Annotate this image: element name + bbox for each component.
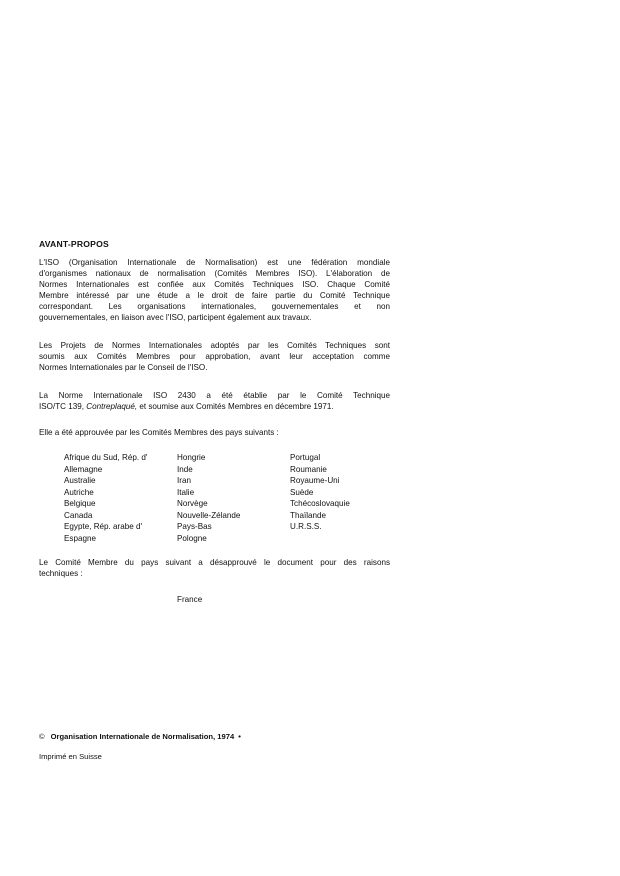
- country-item: Italie: [177, 487, 195, 497]
- paragraph-line: gouvernementales, en liaison avec l'ISO, participent également aux travaux.: [39, 312, 312, 322]
- foreword-paragraph-3: [39, 391, 390, 413]
- foreword-paragraph-2: [39, 341, 390, 374]
- country-item: Nouvelle-Zélande: [177, 510, 241, 520]
- approval-intro: Elle a été approuvée par les Comités Membres des pays suivants :: [39, 428, 279, 437]
- paragraph-line: Normes Internationales par le Conseil de l'ISO.: [39, 362, 208, 372]
- submission-text: et soumise aux Comités Membres en décembre 1971.: [137, 401, 334, 411]
- paragraph-line: L'ISO (Organisation Internationale de Normalisation) est une fédération mondiale: [39, 258, 390, 267]
- tc-title: Contreplaqué,: [86, 401, 138, 411]
- paragraph-line: correspondant. Les organisations internationales, gouvernementales et non: [39, 301, 390, 311]
- paragraph-line: [39, 402, 390, 413]
- copyright-text: Organisation Internationale de Normalisation, 1974: [50, 732, 235, 741]
- paragraph-line: soumis aux Comités Membres pour approbation, avant leur acceptation comme: [39, 351, 390, 361]
- paragraph-line: Membre intéressé par une étude a le droit de faire partie du Comité Technique: [39, 290, 390, 300]
- country-item: Norvège: [177, 499, 208, 508]
- country-item: U.R.S.S.: [290, 522, 322, 531]
- country-item: Pays-Bas: [177, 522, 212, 531]
- paragraph-line: Le Comité Membre du pays suivant a désapprouvé le document pour des raisons: [39, 558, 390, 567]
- country-item: Hongrie: [177, 453, 206, 462]
- disapproval-paragraph: [39, 558, 390, 580]
- country-item: Iran: [177, 476, 191, 485]
- disapproving-country: France: [177, 595, 203, 604]
- bullet-mark: •: [238, 732, 241, 741]
- country-item: Pologne: [177, 533, 207, 543]
- country-item: Thaïlande: [290, 510, 326, 520]
- country-item: Egypte, Rép. arabe d': [64, 522, 143, 531]
- country-item: Autriche: [64, 487, 94, 497]
- approving-countries-column-3: [290, 452, 350, 533]
- printed-in-note: Imprimé en Suisse: [39, 752, 102, 761]
- paragraph-line: Les Projets de Normes Internationales adoptés par les Comités Techniques sont: [39, 341, 390, 350]
- approving-countries-column-1: [64, 452, 147, 544]
- country-item: Afrique du Sud, Rép. d': [64, 453, 148, 462]
- paragraph-line: La Norme Internationale ISO 2430 a été établie par le Comité Technique: [39, 391, 390, 400]
- country-item: Royaume-Uni: [290, 476, 340, 485]
- country-item: Suède: [290, 487, 314, 497]
- approving-countries-column-2: [177, 452, 240, 544]
- foreword-paragraph-1: [39, 258, 390, 323]
- country-item: Inde: [177, 464, 193, 474]
- country-item: Portugal: [290, 453, 321, 462]
- country-item: Tchécoslovaquie: [290, 499, 350, 508]
- country-item: Allemagne: [64, 464, 103, 474]
- country-item: Roumanie: [290, 464, 327, 474]
- tc-reference: ISO/TC 139,: [39, 401, 87, 411]
- copyright-line: [39, 732, 241, 741]
- paragraph-line: techniques :: [39, 568, 83, 578]
- copyright-symbol: ©: [39, 732, 45, 741]
- country-item: Australie: [64, 476, 96, 485]
- country-item: Belgique: [64, 499, 96, 508]
- paragraph-line: d'organismes nationaux de normalisation (Comités Membres ISO). L'élaboration de: [39, 268, 390, 278]
- country-item: Canada: [64, 510, 93, 520]
- page-heading: AVANT-PROPOS: [39, 239, 109, 249]
- paragraph-line: Normes Internationales est confiée aux Comités Techniques ISO. Chaque Comité: [39, 279, 390, 289]
- country-item: Espagne: [64, 533, 96, 543]
